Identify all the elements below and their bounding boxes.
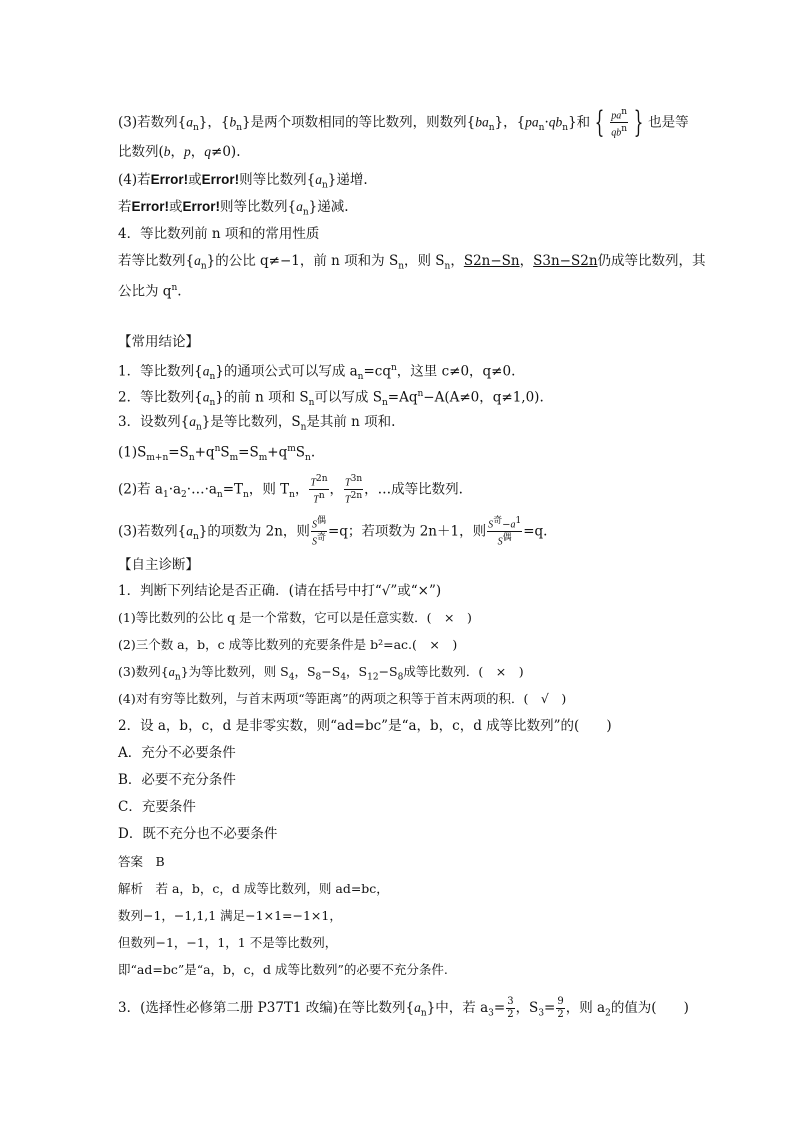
fraction-9-2: $\frac{9}{2}$ <box>557 996 564 1020</box>
brace-open: { <box>594 104 605 140</box>
conclusions-heading: 【常用结论】 <box>118 334 199 350</box>
question-1-item-3: (3)数列$\{a_n\}$为等比数列，则 $S_4$，$S_8-S_4$，$S_{12}-S_8$成等比数列．( × ) <box>118 664 524 683</box>
conclusion-2: 2．等比数列$\{a_n\}$的前 n 项和 $S_n$可以写成 $S_n=Aq^n-A(A\ne 0$，q≠1,0). <box>118 389 544 409</box>
fraction-t3n-t2n: $\frac{T^{3n}}{T^{2n}}$ <box>345 474 363 506</box>
option-b: B．必要不充分条件 <box>118 772 236 788</box>
conclusion-1: 1．等比数列$\{a_n\}$的通项公式可以写成 $a_n=cq^n$，这里 c≠0，q≠0. <box>118 363 516 383</box>
option-c: C．充要条件 <box>118 799 196 815</box>
fraction-t2n-tn: $\frac{T^{2n}}{T^n}$ <box>310 474 328 506</box>
diagnosis-heading: 【自主诊断】 <box>118 557 199 573</box>
underline-s2n-sn: S2n−Sn <box>463 253 520 269</box>
property-4-increasing: (4)若Error!或Error!则等比数列$\{a_n\}$递增. <box>118 172 368 191</box>
explanation-line-3: 但数列−1，−1，1，1 不是等比数列， <box>118 935 338 950</box>
fraction-3-2: $\frac{3}{2}$ <box>507 996 514 1020</box>
question-1-item-4: (4)对有穷等比数列，与首末两项“等距离”的两项之积等于首末两项的积．( √ ) <box>118 691 567 706</box>
conclusion-3-2: (2)若 $a_1\cdot a_2\cdot\dots\cdot a_n=T_n$，则 $T_n$， $\frac{T^{2n}}{T^n}$ ， $\frac{T^{3n}}{T^{2n}}$ ，…成等比数列. <box>118 474 463 506</box>
brace-close: } <box>633 104 644 140</box>
conclusion-3-3: (3)若数列$\{a_n\}$的项数为 2n，则 $\frac{S^偶}{S^奇}$ =q；若项数为 2n＋1，则 $\frac{S^奇-a^1}{S^偶}$ =q. <box>118 516 548 548</box>
section-4-line2: 公比为 $q^n$. <box>118 283 182 300</box>
explanation-line-2: 数列−1，−1,1,1 满足−1×1=−1×1， <box>118 908 342 923</box>
question-3: 3．(选择性必修第二册 P37T1 改编)在等比数列$\{a_n\}$中，若 $a_3=$ $\frac{3}{2}$ ，$S_3=$ $\frac{9}{2}$ ，则 $a_2$的值为( ) <box>118 996 689 1020</box>
explanation-line-1: 解析 若 a，b，c，d 成等比数列，则 ad=bc， <box>118 881 389 896</box>
option-a: A．充分不必要条件 <box>118 745 236 761</box>
conclusion-3-1: $(1)S_{m+n}=S_n+q^nS_m=S_m+q^mS_n$. <box>118 444 316 464</box>
conclusion-3: 3．设数列$\{a_n\}$是等比数列，$S_n$是其前 n 项和. <box>118 414 396 433</box>
fraction-pa-qb: $\frac{pa^n}{qb^n}$ <box>611 107 628 139</box>
underline-s3n-s2n: S3n−S2n <box>533 253 598 269</box>
fraction-sodd-a1-seven: $\frac{S^奇-a^1}{S^偶}$ <box>488 516 522 548</box>
question-1-item-1: (1)等比数列的公比 q 是一个常数，它可以是任意实数．( × ) <box>118 610 472 625</box>
question-2: 2．设 a，b，c，d 是非零实数，则“ad=bc”是“a，b，c，d 成等比数列”的( ) <box>118 718 612 734</box>
option-d: D．既不充分也不必要条件 <box>118 826 278 842</box>
explanation-line-4: 即“ad=bc”是“a，b，c，d 成等比数列”的必要不充分条件. <box>118 962 448 977</box>
question-1-item-2: (2)三个数 a，b，c 成等比数列的充要条件是 b²=ac.( × ) <box>118 637 458 652</box>
answer: 答案 B <box>118 854 165 869</box>
property-4-decreasing: 若Error!或Error!则等比数列$\{a_n\}$递减. <box>118 199 349 218</box>
question-1: 1．判断下列结论是否正确．(请在括号中打“√”或“×”) <box>118 583 442 599</box>
fraction-seven-sodd: $\frac{S^偶}{S^奇}$ <box>311 516 326 548</box>
section-4-title: 4．等比数列前 n 项和的常用性质 <box>118 226 320 242</box>
property-3-line2: 比数列(b，p，q≠0). <box>118 144 241 160</box>
property-3-line1: (3)若数列$\{a_n\}$，$\{b_n\}$是两个项数相同的等比数列，则数列$\{ba_n\}$，$\{pa_n\cdot qb_n\}$和 { $\frac{pa^n}{qb^n}$ } 也是等 <box>118 104 689 140</box>
section-4-line1: 若等比数列$\{a_n\}$的公比 q≠−1，前 n 项和为 $S_n$，则 $S_n$，S2n−Sn，S3n−S2n仍成等比数列，其 <box>118 253 706 272</box>
